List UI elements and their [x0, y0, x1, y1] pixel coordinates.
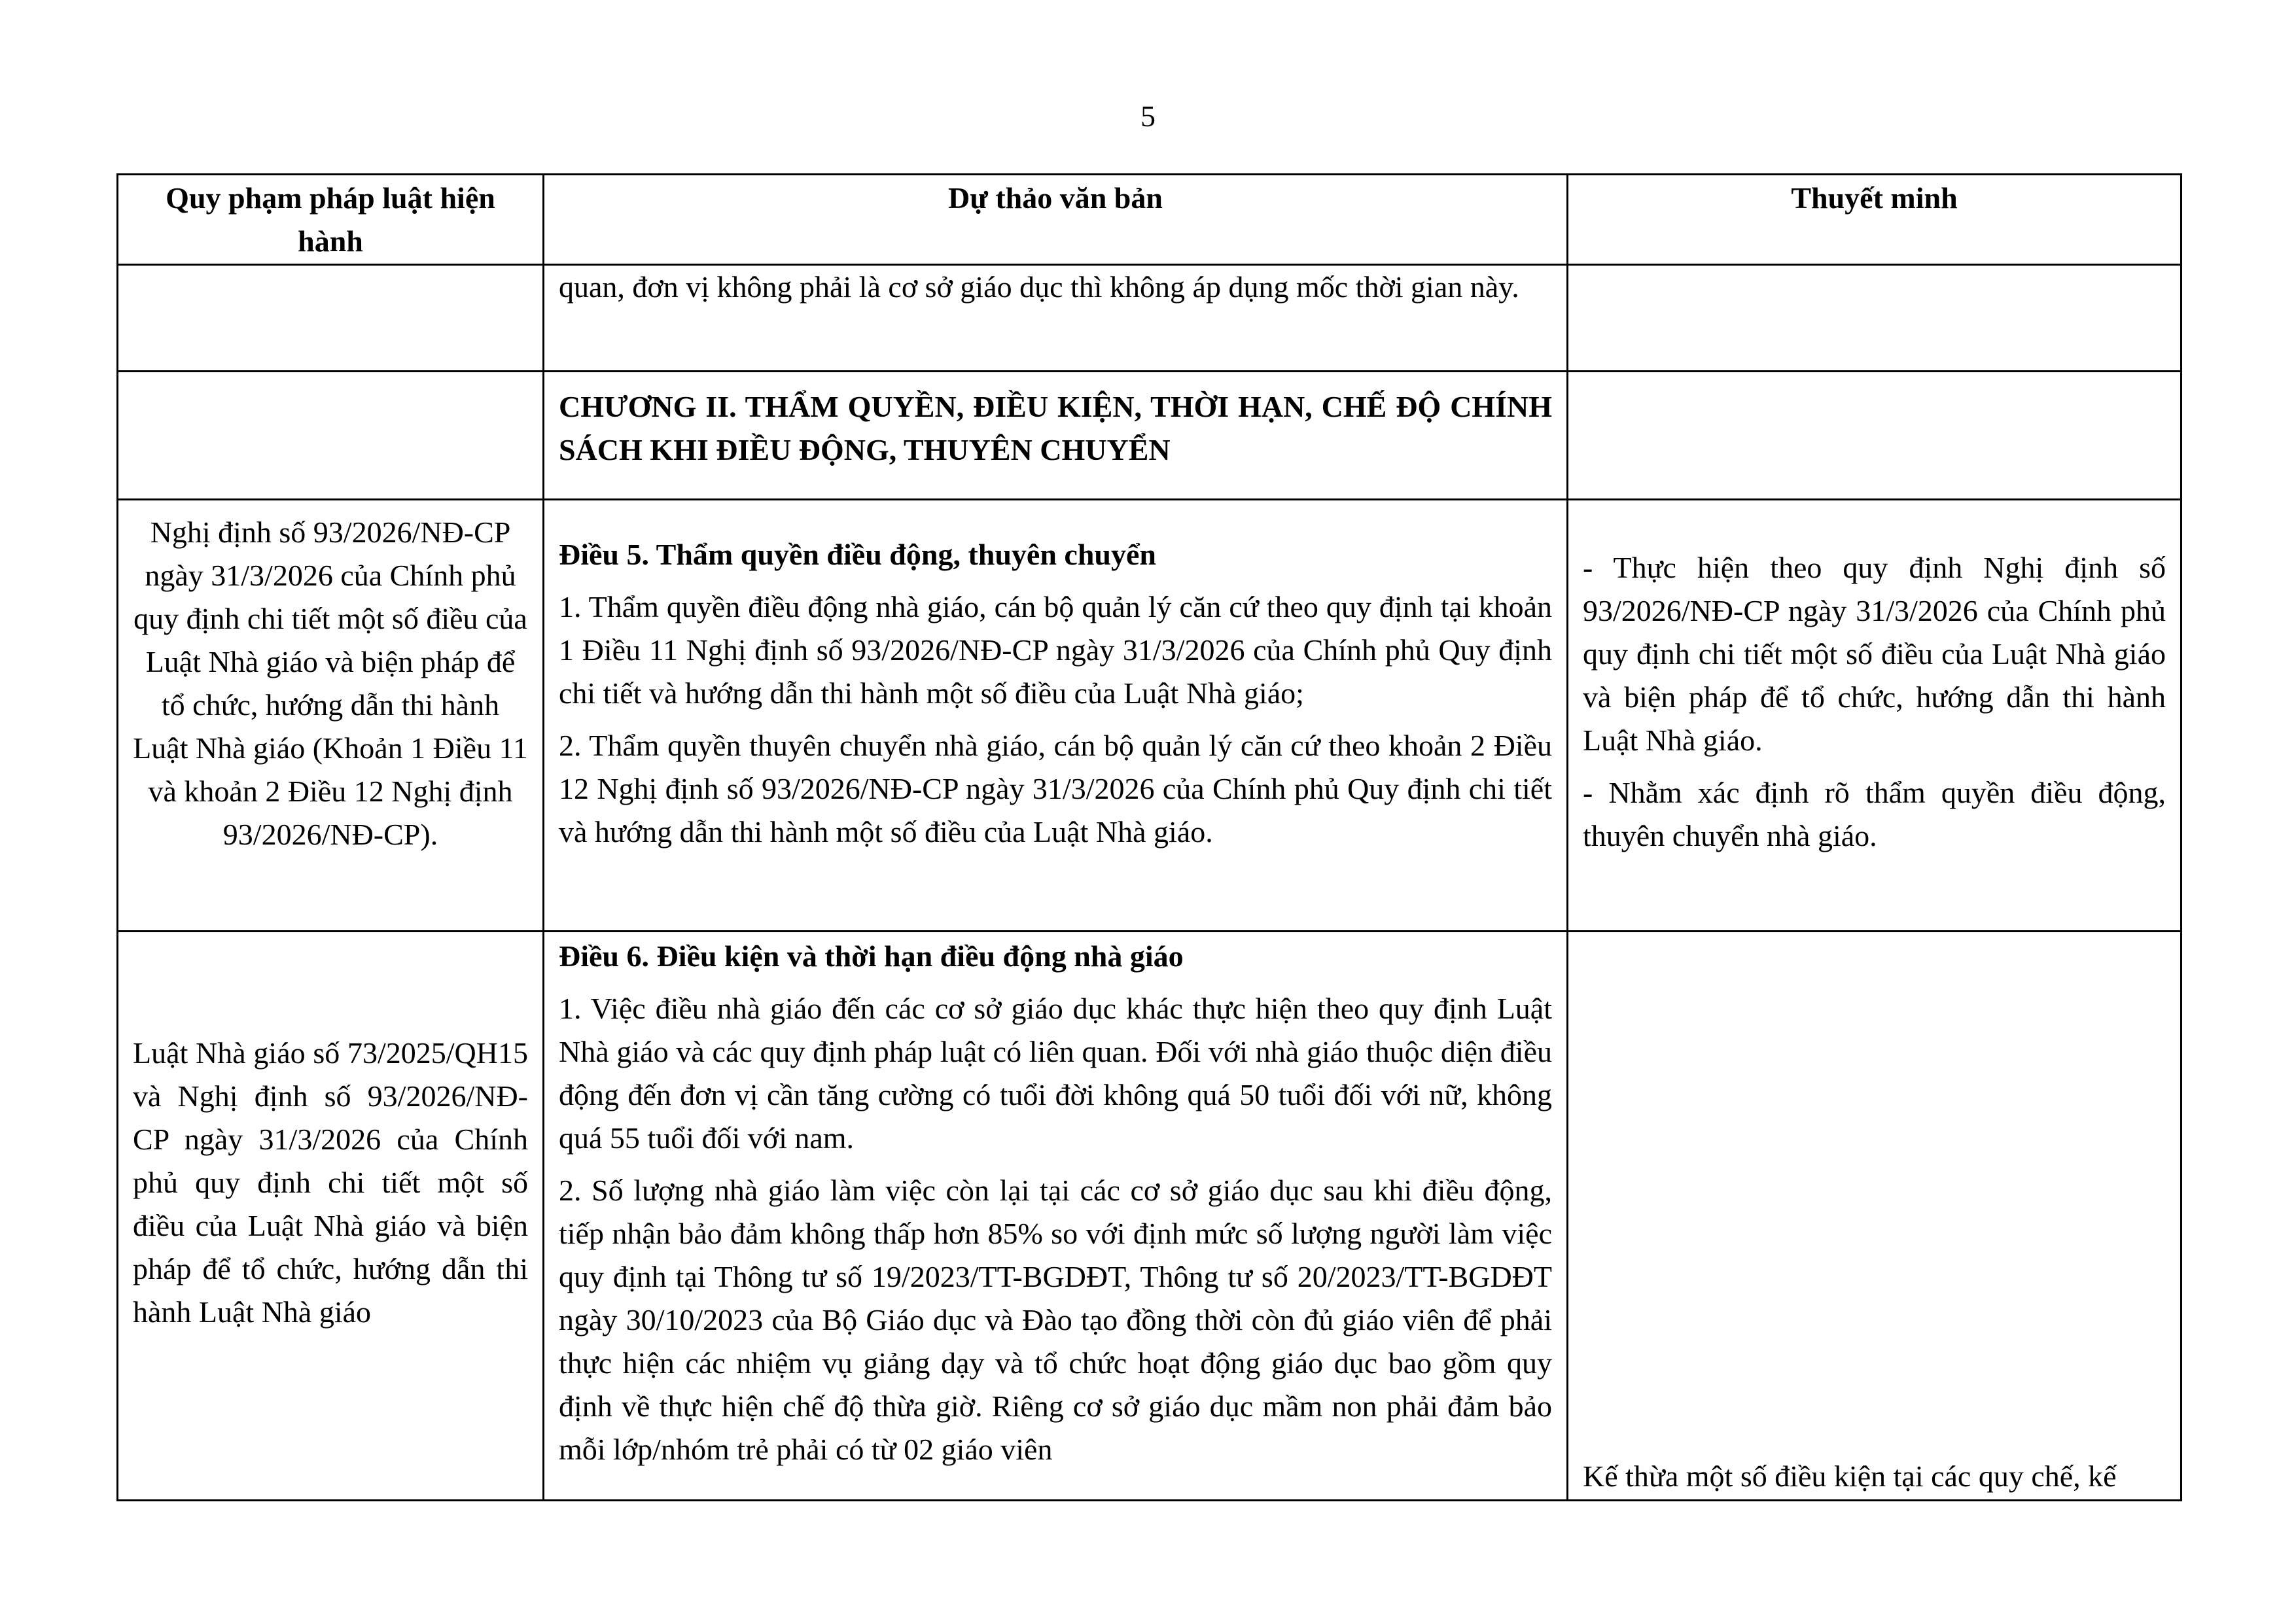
chapter-heading: CHƯƠNG II. THẨM QUYỀN, ĐIỀU KIỆN, THỜI HẠN, CHẾ ĐỘ CHÍNH SÁCH KHI ĐIỀU ĐỘNG, THUYÊN CHUYỂN — [559, 390, 1552, 466]
row1-current-law-cell — [118, 265, 544, 372]
table-row — [118, 500, 2181, 932]
table-header-row — [118, 175, 2181, 265]
article-5-title: Điều 5. Thẩm quyền điều động, thuyên chuyển — [559, 538, 1157, 571]
row2-draft-cell — [544, 372, 1568, 500]
page-number: 5 — [1140, 99, 1156, 133]
article-5-clause-2: 2. Thẩm quyền thuyên chuyển nhà giáo, cán bộ quản lý căn cứ theo khoản 2 Điều 12 Nghị định số 93/2026/NĐ-CP ngày 31/3/2026 của Chính phủ Quy định chi tiết và hướng dẫn thi hành một số điều của Luật Nhà giáo. — [559, 729, 1552, 848]
header-draft-text: Dự thảo văn bản — [544, 175, 1568, 265]
table-row — [118, 372, 2181, 500]
article-5-clause-1: 1. Thẩm quyền điều động nhà giáo, cán bộ quản lý căn cứ theo quy định tại khoản 1 Điều 11 Nghị định số 93/2026/NĐ-CP ngày 31/3/2026 của Chính phủ Quy định chi tiết và hướng dẫn thi hành một số điều của Luật Nhà giáo; — [559, 590, 1552, 710]
comparison-table — [116, 173, 2182, 1501]
row4-explanation-cell — [1568, 932, 2181, 1501]
row1-draft-cell — [544, 265, 1568, 372]
header-explanation: Thuyết minh — [1568, 175, 2181, 265]
row2-explanation-cell — [1568, 372, 2181, 500]
row1-draft-text: quan, đơn vị không phải là cơ sở giáo dục thì không áp dụng mốc thời gian này. — [559, 270, 1519, 304]
row3-explanation-cell — [1568, 500, 2181, 932]
article-6-clause-1: 1. Việc điều nhà giáo đến các cơ sở giáo dục khác thực hiện theo quy định Luật Nhà giáo và các quy định pháp luật có liên quan. Đối với nhà giáo thuộc diện điều động đến đơn vị cần tăng cường có tuổi đời không quá 50 tuổi đối với nữ, không quá 55 tuổi đối với nam. — [559, 992, 1552, 1155]
row3-current-law-cell — [118, 500, 544, 932]
row3-draft-cell — [544, 500, 1568, 932]
row3-explanation-2: - Nhằm xác định rõ thẩm quyền điều động, thuyên chuyển nhà giáo. — [1583, 776, 2166, 852]
row4-current-law-text: Luật Nhà giáo số 73/2025/QH15 và Nghị định số 93/2026/NĐ-CP ngày 31/3/2026 của Chính phủ quy định chi tiết một số điều của Luật Nhà giáo và biện pháp để tổ chức, hướng dẫn thi hành Luật Nhà giáo — [133, 1036, 528, 1329]
article-6-clause-2: 2. Số lượng nhà giáo làm việc còn lại tại các cơ sở giáo dục sau khi điều động, tiếp nhận bảo đảm không thấp hơn 85% so với định mức số lượng người làm việc quy định tại Thông tư số 19/2023/TT-BGDĐT, Thông tư số 20/2023/TT-BGDĐT ngày 30/10/2023 của Bộ Giáo dục và Đào tạo đồng thời còn đủ giáo viên để phải thực hiện các nhiệm vụ giảng dạy và tổ chức hoạt động giáo dục bao gồm quy định về thực hiện chế độ thừa giờ. Riêng cơ sở giáo dục mầm non phải đảm bảo mỗi lớp/nhóm trẻ phải có từ 02 giáo viên — [559, 1174, 1552, 1466]
row4-current-law-cell — [118, 932, 544, 1501]
row1-explanation-cell — [1568, 265, 2181, 372]
row4-draft-cell — [544, 932, 1568, 1501]
row3-current-law-text: Nghị định số 93/2026/NĐ-CP ngày 31/3/2026 của Chính phủ quy định chi tiết một số điều của Luật Nhà giáo và biện pháp để tổ chức, hướng dẫn thi hành Luật Nhà giáo (Khoản 1 Điều 11 và khoản 2 Điều 12 Nghị định 93/2026/NĐ-CP). — [133, 515, 528, 851]
table-row — [118, 265, 2181, 372]
header-current-law: Quy phạm pháp luật hiện hành — [118, 175, 544, 265]
row3-explanation-1: - Thực hiện theo quy định Nghị định số 93/2026/NĐ-CP ngày 31/3/2026 của Chính phủ quy định chi tiết một số điều của Luật Nhà giáo và biện pháp để tổ chức, hướng dẫn thi hành Luật Nhà giáo. — [1583, 551, 2166, 757]
row4-explanation-text: Kế thừa một số điều kiện tại các quy chế, kế — [1583, 1459, 2117, 1493]
article-6-title: Điều 6. Điều kiện và thời hạn điều động nhà giáo — [559, 939, 1184, 973]
row2-current-law-cell — [118, 372, 544, 500]
table-row — [118, 932, 2181, 1501]
